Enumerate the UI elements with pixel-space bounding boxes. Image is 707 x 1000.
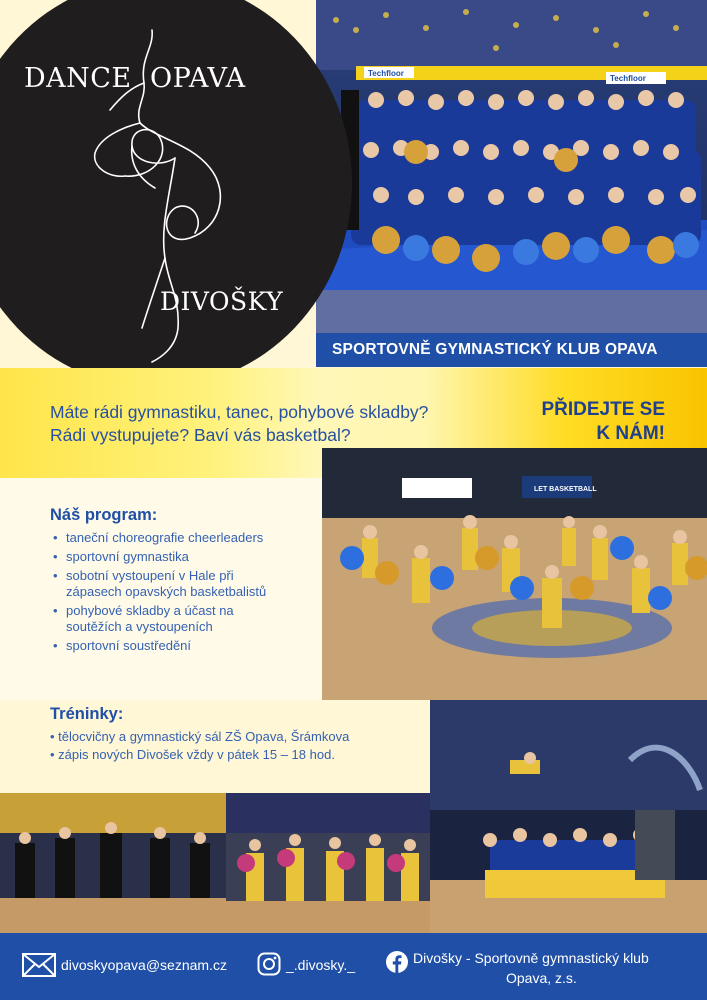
email-link[interactable]: divoskyopava@seznam.cz: [61, 957, 227, 973]
list-item: • sportovní soustředění: [50, 638, 280, 654]
question-line-1: Máte rádi gymnastiku, tanec, pohybové skladby?: [50, 402, 429, 422]
logo-word-dance: DANCE: [24, 63, 132, 94]
program-list: [50, 530, 280, 657]
logo-word-divosky: DIVOŠKY: [160, 287, 284, 316]
performance-photo-middle: [226, 793, 430, 933]
list-item: • pohybové skladby a účast na soutěžích a vystoupeních: [50, 603, 280, 635]
instagram-icon: [257, 952, 281, 976]
trainings-heading: Tréninky:: [50, 705, 124, 723]
instagram-handle[interactable]: _.divosky._: [286, 957, 355, 973]
training-line: • zápis nových Divošek vždy v pátek 15 – 18 hod.: [50, 747, 335, 762]
training-line: • tělocvičny a gymnastický sál ZŠ Opava, Šrámkova: [50, 729, 350, 744]
performance-photo-left: [0, 793, 226, 933]
contact-footer: [0, 933, 707, 1000]
team-photo: [316, 0, 707, 333]
join-line-2: K NÁM!: [596, 423, 665, 444]
facebook-icon: [386, 951, 408, 973]
jump-photo: [430, 700, 707, 933]
dancer-line-art: [60, 28, 260, 368]
signage-text: LET BASKETBALL: [534, 486, 597, 493]
list-item: • sportovní gymnastika: [50, 549, 280, 565]
list-item: • sobotní vystoupení v Hale při zápasech opavských basketbalistů: [50, 568, 280, 600]
facebook-page-line-2[interactable]: Opava, z.s.: [506, 970, 577, 986]
list-item: • taneční choreografie cheerleaders: [50, 530, 280, 546]
envelope-icon: [22, 953, 56, 977]
join-call: [505, 398, 665, 446]
signage-text: Techfloor: [610, 74, 646, 83]
club-name: SPORTOVNĚ GYMNASTICKÝ KLUB OPAVA: [332, 341, 658, 358]
club-name-band: [316, 333, 707, 367]
logo-word-opava: OPAVA: [150, 63, 246, 94]
cheer-court-photo: [322, 448, 707, 700]
join-line-1: PŘIDEJTE SE: [541, 399, 665, 420]
signage-text: Techfloor: [368, 69, 404, 78]
facebook-page-line-1[interactable]: Divošky - Sportovně gymnastický klub: [413, 950, 649, 966]
question-line-2: Rádi vystupujete? Baví vás basketbal?: [50, 425, 351, 445]
program-heading: Náš program:: [50, 506, 158, 524]
